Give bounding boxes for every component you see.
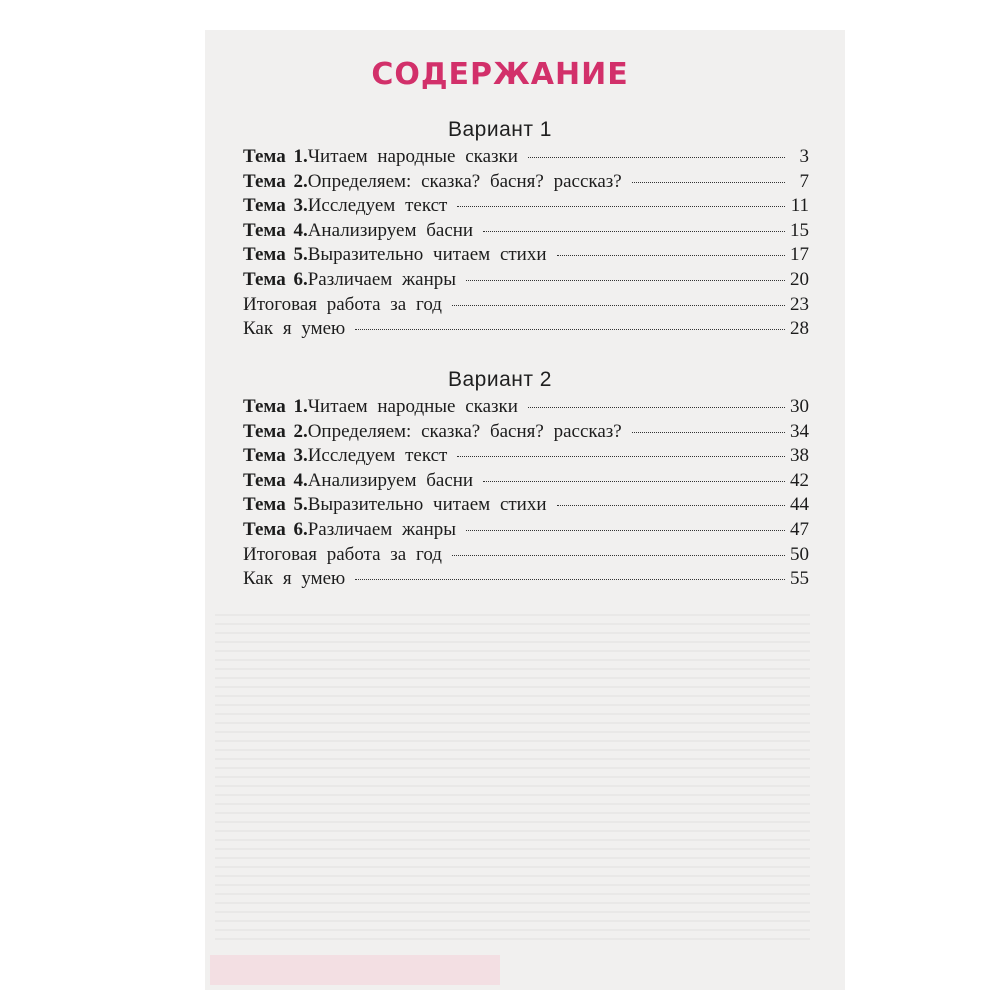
toc-entry[interactable] (243, 519, 809, 544)
topic-number: Тема 6. (243, 268, 308, 290)
entry-title: Анализируем басни (307, 219, 474, 241)
page-number: 44 (790, 494, 809, 516)
dot-leader (483, 231, 785, 232)
toc-entry[interactable] (243, 195, 809, 220)
dot-leader (457, 456, 785, 457)
dot-leader (632, 432, 785, 433)
toc-entry[interactable] (243, 494, 809, 519)
toc-entry[interactable] (243, 220, 809, 245)
entry-title: Выразительно читаем стихи (307, 244, 547, 266)
page-number: 42 (790, 469, 809, 491)
entry-title: Анализируем басни (307, 469, 474, 491)
topic-number: Тема 2. (243, 170, 308, 192)
page-number: 23 (790, 293, 809, 315)
entry-title: Как я умею (243, 568, 346, 590)
toc-entry[interactable] (243, 445, 809, 470)
toc-entry[interactable] (243, 294, 809, 319)
page-number: 20 (790, 268, 809, 290)
page-number: 3 (799, 146, 809, 167)
toc-list-variant-2 (243, 396, 809, 593)
dot-leader (452, 305, 785, 306)
toc-entry[interactable] (243, 146, 809, 171)
page-number: 55 (790, 568, 809, 590)
dot-leader (355, 579, 785, 580)
entry-title: Определяем: сказка? басня? рассказ? (307, 170, 622, 192)
dot-leader (557, 255, 785, 256)
page-number: 28 (790, 318, 809, 340)
dot-leader (557, 505, 785, 506)
page-number: 17 (790, 244, 809, 266)
topic-number: Тема 1. (243, 396, 308, 417)
entry-title: Различаем жанры (307, 268, 457, 290)
dot-leader (452, 555, 785, 556)
entry-title: Как я умею (243, 318, 346, 340)
entry-title: Выразительно читаем стихи (307, 494, 547, 516)
topic-number: Тема 4. (243, 469, 308, 491)
topic-number: Тема 6. (243, 518, 308, 540)
page-number: 15 (790, 219, 809, 241)
section-heading-variant-1: Вариант 1 (447, 118, 552, 141)
entry-title: Итоговая работа за год (243, 543, 442, 565)
dot-leader (632, 182, 785, 183)
dot-leader (528, 157, 785, 158)
dot-leader (466, 280, 785, 281)
page-number: 38 (790, 445, 809, 467)
dot-leader (483, 481, 785, 482)
toc-entry[interactable] (243, 470, 809, 495)
topic-number: Тема 3. (243, 195, 308, 217)
toc-entry[interactable] (243, 544, 809, 569)
dot-leader (466, 530, 785, 531)
toc-entry[interactable] (243, 318, 809, 343)
page-edge-color-strip (210, 955, 500, 985)
dot-leader (355, 329, 785, 330)
entry-title: Исследуем текст (307, 195, 448, 217)
entry-title: Читаем народные сказки (307, 396, 518, 417)
topic-number: Тема 5. (243, 494, 308, 516)
toc-entry[interactable] (243, 421, 809, 446)
page-number: 47 (790, 518, 809, 540)
toc-list-variant-1 (243, 146, 809, 343)
dot-leader (457, 206, 785, 207)
toc-entry[interactable] (243, 244, 809, 269)
topic-number: Тема 1. (243, 146, 308, 167)
entry-title: Различаем жанры (307, 518, 457, 540)
show-through-background (215, 610, 810, 940)
toc-entry[interactable] (243, 568, 809, 593)
topic-number: Тема 4. (243, 219, 308, 241)
topic-number: Тема 3. (243, 445, 308, 467)
page-number: 7 (799, 170, 809, 192)
page-number: 30 (790, 396, 809, 417)
entry-title: Исследуем текст (307, 445, 448, 467)
topic-number: Тема 2. (243, 420, 308, 442)
entry-title: Определяем: сказка? басня? рассказ? (307, 420, 622, 442)
contents-title: СОДЕРЖАНИЕ (371, 57, 629, 92)
toc-entry[interactable] (243, 396, 809, 421)
page-number: 50 (790, 543, 809, 565)
entry-title: Читаем народные сказки (307, 146, 518, 167)
entry-title: Итоговая работа за год (243, 293, 442, 315)
toc-entry[interactable] (243, 269, 809, 294)
page-number: 11 (790, 195, 809, 217)
toc-entry[interactable] (243, 171, 809, 196)
dot-leader (528, 407, 785, 408)
section-heading-variant-2: Вариант 2 (447, 368, 552, 391)
topic-number: Тема 5. (243, 244, 308, 266)
page-number: 34 (790, 420, 809, 442)
